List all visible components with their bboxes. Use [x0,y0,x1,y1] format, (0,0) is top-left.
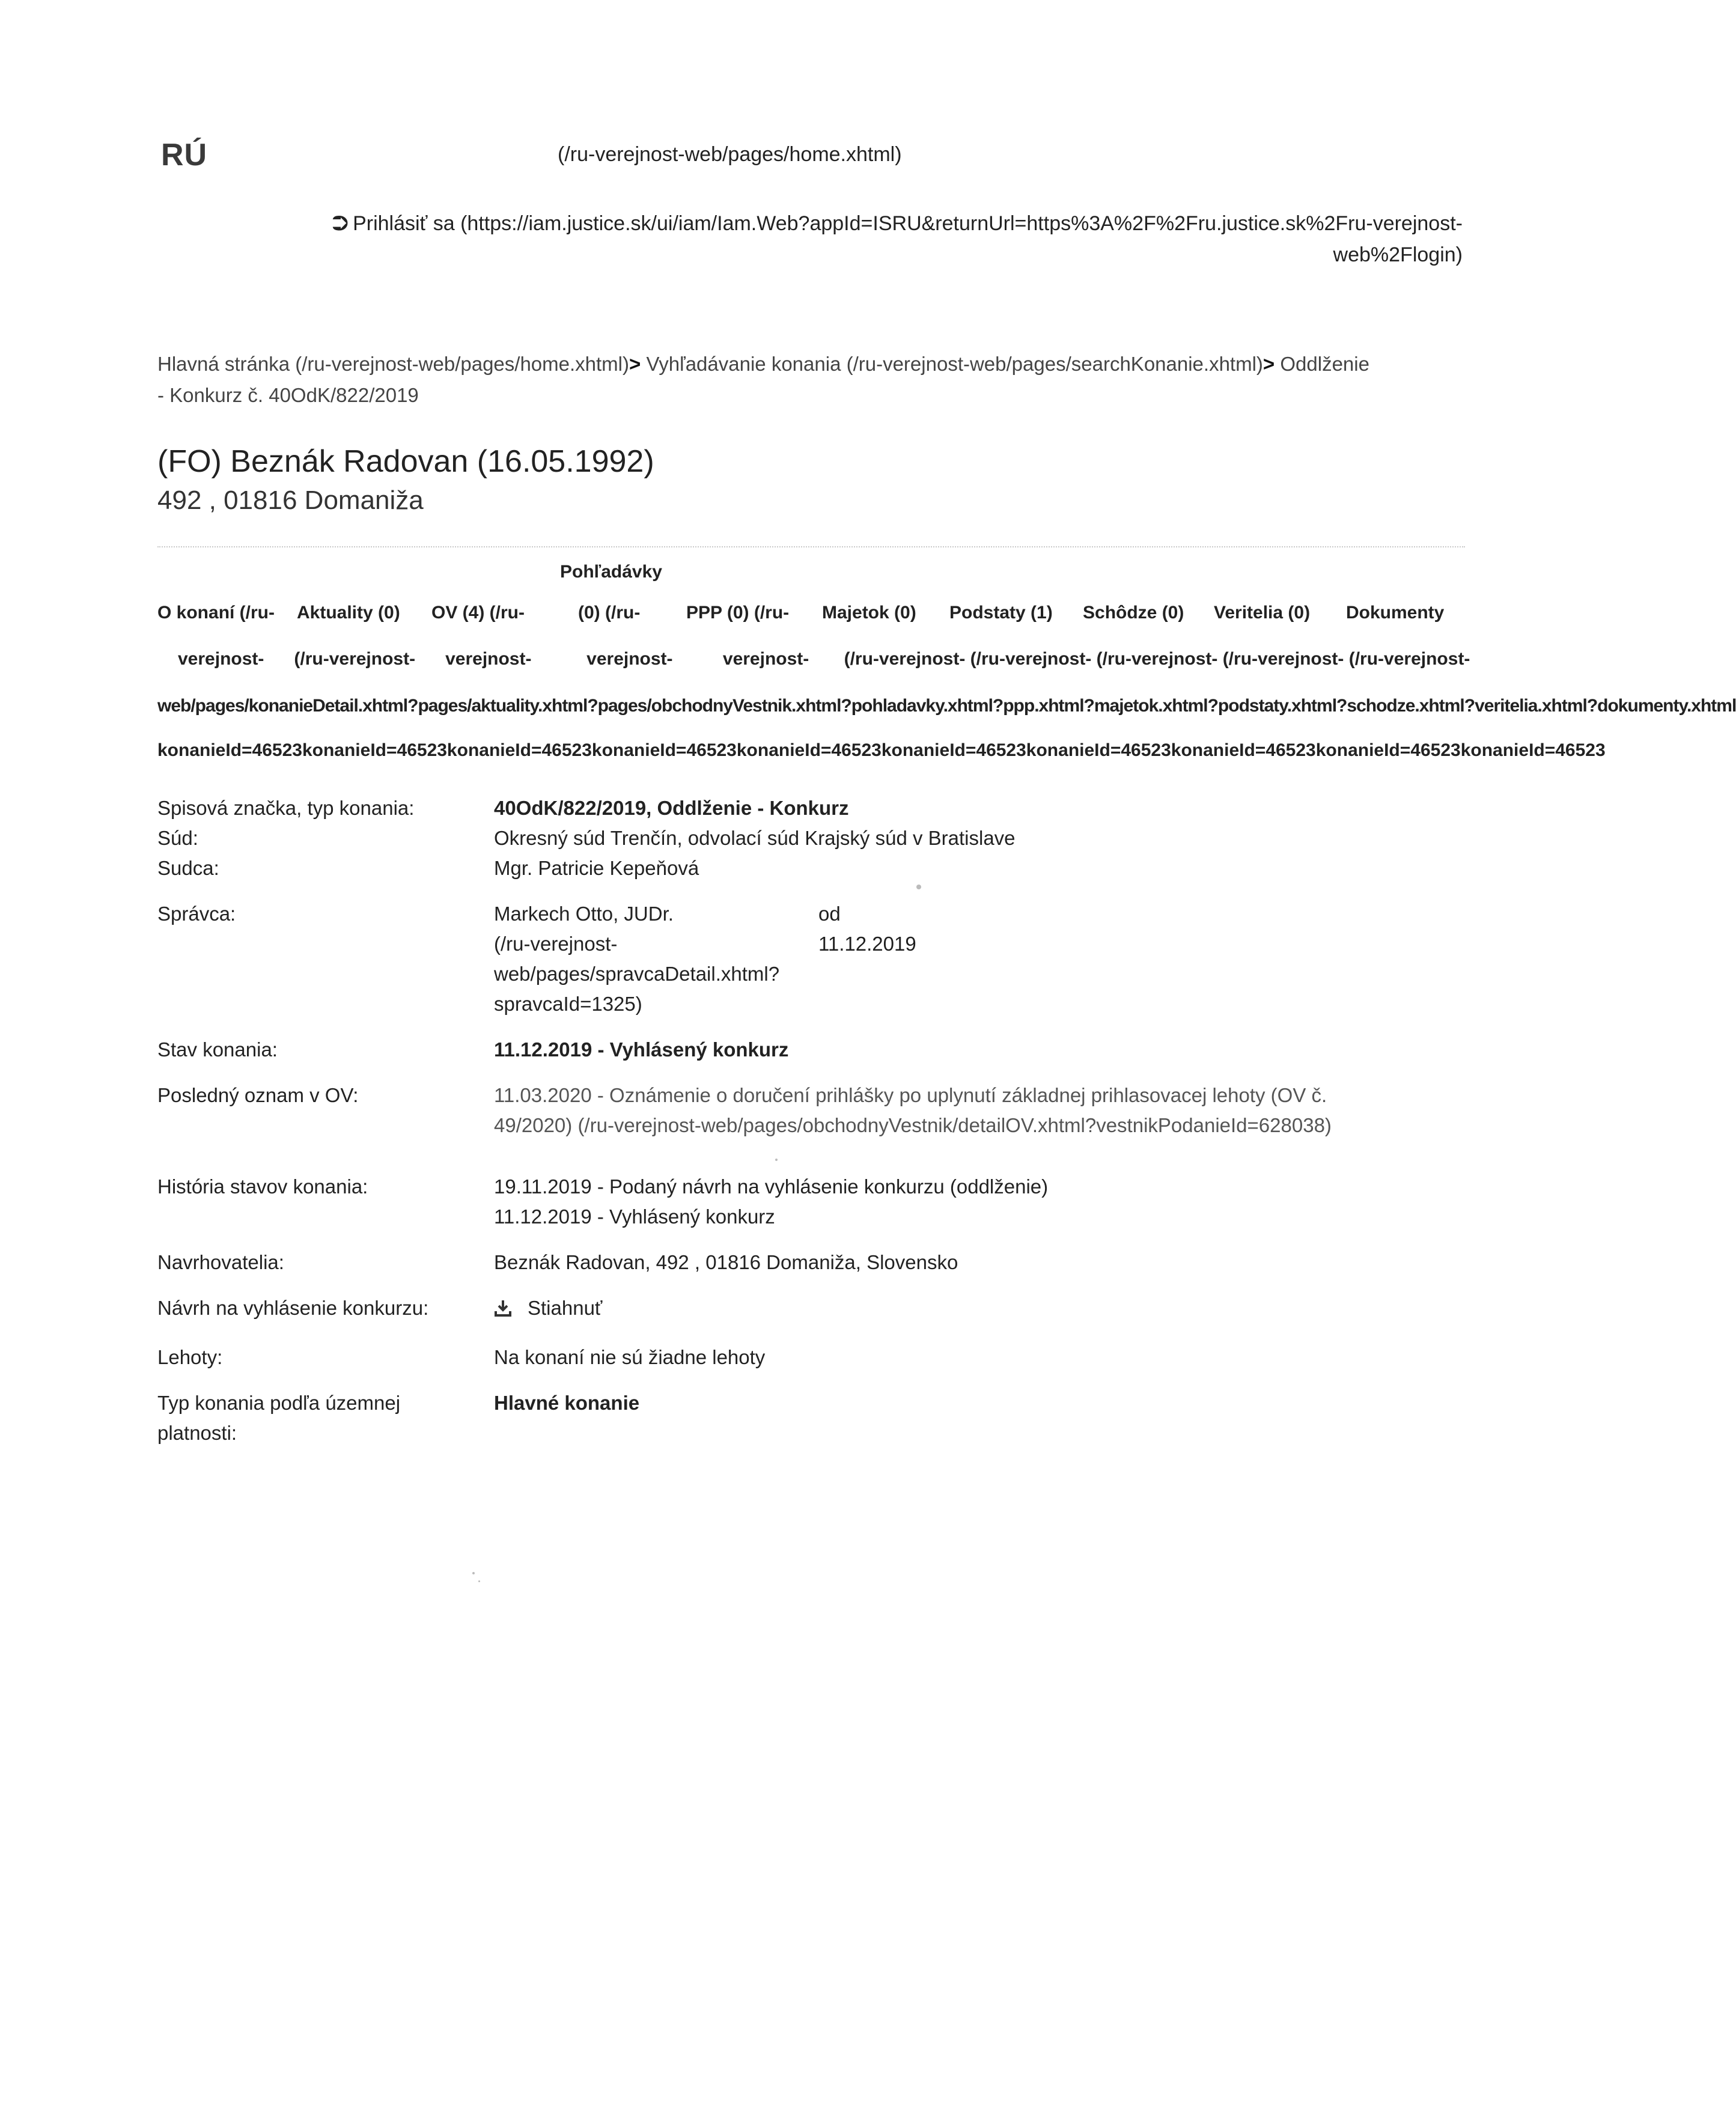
download-label: Stiahnuť [528,1297,603,1319]
breadcrumb-search[interactable]: Vyhľadávanie konania (/ru-verejnost-web/pages/searchKonanie.xhtml) [641,353,1263,375]
breadcrumb-current: Oddlženie [1275,353,1369,375]
breadcrumb-sep: > [629,353,641,375]
tab-dokumenty[interactable]: Dokumenty [1346,603,1445,623]
spravca-od: od [818,903,841,925]
divider [157,546,1465,547]
home-link[interactable]: (/ru-verejnost-web/pages/home.xhtml) [558,143,902,166]
logo[interactable]: RÚ [161,138,208,172]
oznam-line-1: 11.03.2020 - Oznámenie o doručení prihlášky po uplynutí základnej prihlasovacej lehoty (OV č. [494,1084,1327,1106]
tab-links-row: verejnost- (/ru-verejnost- verejnost- verejnost- verejnost- (/ru-verejnost- (/ru-verejnost- (/ru-verejnost- (/ru-verejnost- (/ru-verejnost- [178,649,1470,669]
historia-list [494,1172,1479,1232]
spravca-link-2: web/pages/spravcaDetail.xhtml? [494,963,780,985]
detail-value: Na konaní nie sú žiadne lehoty [494,1346,766,1368]
detail-label [157,1388,482,1448]
tab-majetok[interactable]: Majetok (0) [822,603,916,623]
spravca-date: 11.12.2019 [818,933,916,955]
detail-label: Posledný oznam v OV: [157,1084,359,1106]
login-text-1: Prihlásiť sa (https://iam.justice.sk/ui/iam/Iam.Web?appId=ISRU&returnUrl=https%3A%2F%2Fru.justice.sk%2Fru-verejnost- [353,212,1463,235]
page-title: (FO) Beznák Radovan (16.05.1992) [157,444,654,479]
detail-spravca [157,899,1479,1019]
tab-schodze[interactable]: Schôdze (0) [1083,603,1184,623]
detail-value: Mgr. Patricie Kepeňová [494,857,699,879]
scan-speck [472,1572,475,1574]
spravca-link-1: (/ru-verejnost- [494,933,618,955]
login-link[interactable] [141,208,1463,270]
breadcrumb-current-2: - Konkurz č. 40OdK/822/2019 [157,384,419,406]
scan-speck [478,1580,480,1582]
tab-links-pages: web/pages/konanieDetail.xhtml?pages/aktuality.xhtml?pages/obchodnyVestnik.xhtml?pohladavky.xhtml?ppp.xhtml?majetok.xhtml?podstaty.xhtml?schodze.xhtml?veritelia.xhtml?dokumenty.xhtml [157,696,1736,716]
detail-typ [157,1388,1479,1448]
detail-label: Sudca: [157,857,219,879]
tab-ov[interactable]: OV (4) (/ru- [431,603,525,623]
login-text-2: web%2Flogin) [1333,243,1463,266]
detail-label: Spisová značka, typ konania: [157,797,415,819]
download-icon [494,1299,512,1317]
tab-o-konani[interactable]: O konaní (/ru- [157,603,275,623]
breadcrumb-sep: > [1262,353,1275,375]
oznam-link[interactable] [494,1080,1479,1141]
historia-item: 19.11.2019 - Podaný návrh na vyhlásenie konkurzu (oddlženie) [494,1175,1049,1198]
detail-value: Hlavné konanie [494,1392,640,1414]
download-link[interactable] [494,1293,1479,1323]
spravca-name: Markech Otto, JUDr. [494,903,674,925]
detail-value: Beznák Radovan, 492 , 01816 Domaniža, Slovensko [494,1251,958,1273]
detail-label: Návrh na vyhlásenie konkurzu: [157,1297,429,1319]
spravca-since [818,899,916,959]
typ-label-1: Typ konania podľa územnej [157,1392,401,1414]
oznam-line-2: 49/2020) (/ru-verejnost-web/pages/obchodnyVestnik/detailOV.xhtml?vestnikPodanieId=628038) [494,1114,1332,1136]
historia-item: 11.12.2019 - Vyhlásený konkurz [494,1205,775,1228]
tab-podstaty[interactable]: Podstaty (1) [949,603,1053,623]
tab-links-ids: konanieId=46523konanieId=46523konanieId=46523konanieId=46523konanieId=46523konanieId=46523konanieId=46523konanieId=46523konanieId=46523konanieId=46523 [157,740,1606,760]
detail-label: Súd: [157,827,198,849]
spravca-link[interactable] [494,899,780,1019]
spravca-link-3: spravcaId=1325) [494,993,642,1015]
scan-speck [775,1159,778,1161]
tab-aktuality[interactable]: Aktuality (0) [297,603,400,623]
detail-label: História stavov konania: [157,1175,368,1198]
tab-ppp[interactable]: PPP (0) (/ru- [686,603,790,623]
detail-label: Stav konania: [157,1038,278,1061]
detail-value: 11.12.2019 - Vyhlásený konkurz [494,1038,789,1061]
detail-value: Okresný súd Trenčín, odvolací súd Krajský súd v Bratislave [494,827,1016,849]
breadcrumb-home[interactable]: Hlavná stránka (/ru-verejnost-web/pages/home.xhtml) [157,353,629,375]
page-subtitle: 492 , 01816 Domaniža [157,486,424,515]
detail-label: Navrhovatelia: [157,1251,284,1273]
tab-bar [157,553,1736,769]
detail-historia [157,1172,1479,1232]
detail-label: Správca: [157,903,236,925]
detail-label: Lehoty: [157,1346,223,1368]
login-arrow-icon: ⮊ [332,212,349,235]
scan-speck [916,885,921,889]
tab-veritelia[interactable]: Veritelia (0) [1214,603,1311,623]
detail-value: 40OdK/822/2019, Oddlženie - Konkurz [494,797,849,819]
tab-pohladavky-count[interactable]: (0) (/ru- [578,603,641,623]
typ-label-2: platnosti: [157,1422,237,1444]
detail-oznam [157,1080,1479,1141]
breadcrumb [157,349,1479,411]
tab-pohladavky[interactable]: Pohľadávky [560,562,662,582]
